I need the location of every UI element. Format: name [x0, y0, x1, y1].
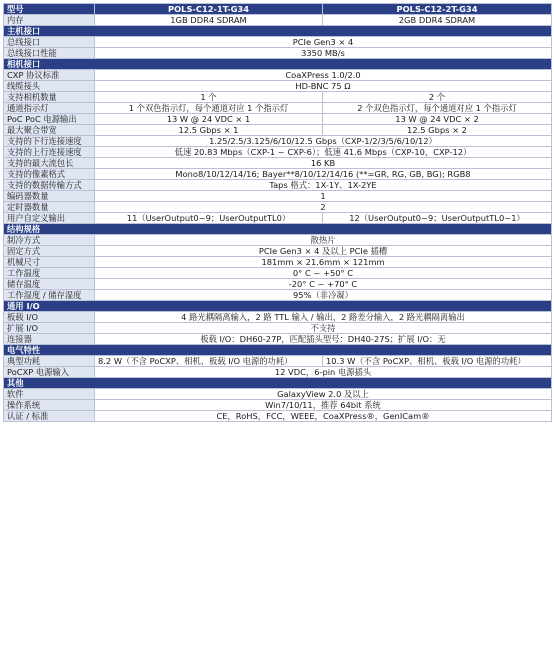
spec-label: 支持相机数量 [4, 92, 95, 103]
spec-label: 典型功耗 [4, 356, 95, 367]
spec-table [3, 3, 552, 422]
spec-value-model-2: 2 个 [323, 92, 552, 103]
spec-row [4, 411, 552, 422]
spec-label: 工作湿度 / 储存湿度 [4, 290, 95, 301]
spec-row [4, 180, 552, 191]
model-header-row [4, 4, 552, 15]
spec-value-model-1: 13 W @ 24 VDC × 1 [95, 114, 323, 125]
spec-value: 低速 20.83 Mbps（CXP-1 ~ CXP-6）；低速 41.6 Mbps（CXP-10，CXP-12） [95, 147, 552, 158]
spec-value: Win7/10/11，推荐 64bit 系统 [95, 400, 552, 411]
spec-row [4, 92, 552, 103]
spec-value: -20° C ~ +70° C [95, 279, 552, 290]
spec-label: 总线接口 [4, 37, 95, 48]
spec-label: 板载 I/O [4, 312, 95, 323]
section-title: 主机接口 [4, 26, 552, 37]
spec-row [4, 202, 552, 213]
spec-row [4, 356, 552, 367]
spec-row [4, 312, 552, 323]
spec-label: 内存 [4, 15, 95, 26]
spec-label: 最大聚合带宽 [4, 125, 95, 136]
spec-label: 连接器 [4, 334, 95, 345]
spec-value-model-2: 13 W @ 24 VDC × 2 [323, 114, 552, 125]
section-title: 结构规格 [4, 224, 552, 235]
spec-row [4, 235, 552, 246]
section-header-row [4, 301, 552, 312]
spec-label: 用户自定义输出 [4, 213, 95, 224]
spec-value: 16 KB [95, 158, 552, 169]
spec-label: 储存温度 [4, 279, 95, 290]
section-header-row [4, 224, 552, 235]
spec-row [4, 158, 552, 169]
spec-row [4, 279, 552, 290]
model-header-label: 型号 [4, 4, 95, 15]
spec-value: PCIe Gen3 × 4 [95, 37, 552, 48]
spec-value-model-2: 2GB DDR4 SDRAM [323, 15, 552, 26]
spec-label: 工作温度 [4, 268, 95, 279]
spec-label: 制冷方式 [4, 235, 95, 246]
spec-row [4, 191, 552, 202]
spec-row [4, 290, 552, 301]
spec-value: 4 路光耦隔离输入，2 路 TTL 输入 / 输出，2 路差分输入，2 路光耦隔离输出 [95, 312, 552, 323]
spec-row [4, 169, 552, 180]
spec-row [4, 367, 552, 378]
spec-label: 定时器数量 [4, 202, 95, 213]
spec-row [4, 81, 552, 92]
spec-value: 不支持 [95, 323, 552, 334]
section-header-row [4, 59, 552, 70]
spec-value: 散热片 [95, 235, 552, 246]
spec-label: 支持的数据传输方式 [4, 180, 95, 191]
spec-value: GalaxyView 2.0 及以上 [95, 389, 552, 400]
spec-label: 软件 [4, 389, 95, 400]
spec-row [4, 400, 552, 411]
spec-value-model-2: 12.5 Gbps × 2 [323, 125, 552, 136]
spec-label: 编码器数量 [4, 191, 95, 202]
spec-label: PoCXP 电源输入 [4, 367, 95, 378]
model-name-1: POLS-C12-1T-G34 [95, 4, 323, 15]
spec-value: 181mm × 21.6mm × 121mm [95, 257, 552, 268]
spec-row [4, 257, 552, 268]
spec-value: 2 [95, 202, 552, 213]
spec-row [4, 213, 552, 224]
spec-value: Mono8/10/12/14/16; Bayer**8/10/12/14/16 (**=GR, RG, GB, BG); RGB8 [95, 169, 552, 180]
spec-row [4, 103, 552, 114]
spec-label: 通道指示灯 [4, 103, 95, 114]
spec-label: 支持的上行连接速度 [4, 147, 95, 158]
spec-label: PoC PoC 电源输出 [4, 114, 95, 125]
spec-label: 线缆接头 [4, 81, 95, 92]
section-header-row [4, 26, 552, 37]
spec-value: Taps 格式：1X-1Y、1X-2YE [95, 180, 552, 191]
spec-row [4, 147, 552, 158]
spec-value-model-2: 2 个双色指示灯，每个通道对应 1 个指示灯 [323, 103, 552, 114]
spec-value: HD-BNC 75 Ω [95, 81, 552, 92]
spec-value-model-1: 8.2 W（不含 PoCXP、相机、板载 I/O 电源的功耗） [95, 356, 323, 367]
spec-label: 操作系统 [4, 400, 95, 411]
spec-label: 扩展 I/O [4, 323, 95, 334]
spec-label: 固定方式 [4, 246, 95, 257]
model-name-2: POLS-C12-2T-G34 [323, 4, 552, 15]
section-title: 通用 I/O [4, 301, 552, 312]
section-title: 相机接口 [4, 59, 552, 70]
spec-value: CE，RoHS，FCC，WEEE，CoaXPress®，GenICam® [95, 411, 552, 422]
spec-value: 3350 MB/s [95, 48, 552, 59]
spec-value-model-1: 1 个 [95, 92, 323, 103]
spec-row [4, 37, 552, 48]
spec-row [4, 48, 552, 59]
section-header-row [4, 345, 552, 356]
spec-value: CoaXPress 1.0/2.0 [95, 70, 552, 81]
spec-value-model-1: 1GB DDR4 SDRAM [95, 15, 323, 26]
spec-value: PCIe Gen3 × 4 及以上 PCIe 插槽 [95, 246, 552, 257]
spec-label: 总线接口性能 [4, 48, 95, 59]
spec-value-model-1: 1 个双色指示灯，每个通道对应 1 个指示灯 [95, 103, 323, 114]
spec-value-model-2: 10.3 W（不含 PoCXP、相机、板载 I/O 电源的功耗） [323, 356, 552, 367]
spec-row [4, 136, 552, 147]
spec-value: 板载 I/O：DH60-27P，匹配插头型号：DH40-27S；扩展 I/O：无 [95, 334, 552, 345]
spec-label: 支持的最大流包长 [4, 158, 95, 169]
spec-label: 机械尺寸 [4, 257, 95, 268]
spec-label: CXP 协议标准 [4, 70, 95, 81]
spec-row [4, 114, 552, 125]
section-header-row [4, 378, 552, 389]
spec-row [4, 268, 552, 279]
spec-label: 支持的下行连接速度 [4, 136, 95, 147]
spec-value: 1.25/2.5/3.125/6/10/12.5 Gbps（CXP-1/2/3/5/6/10/12） [95, 136, 552, 147]
spec-value: 95%（非冷凝） [95, 290, 552, 301]
section-title: 电气特性 [4, 345, 552, 356]
spec-value-model-1: 11（UserOutput0~9；UserOutputTL0） [95, 213, 323, 224]
spec-row [4, 15, 552, 26]
spec-row [4, 389, 552, 400]
spec-row [4, 246, 552, 257]
spec-table-body [4, 4, 552, 422]
spec-row [4, 323, 552, 334]
spec-value: 0° C ~ +50° C [95, 268, 552, 279]
spec-label: 支持的像素格式 [4, 169, 95, 180]
spec-row [4, 125, 552, 136]
spec-value: 12 VDC，6-pin 电源插头 [95, 367, 552, 378]
spec-row [4, 334, 552, 345]
spec-label: 认证 / 标准 [4, 411, 95, 422]
spec-value: 1 [95, 191, 552, 202]
spec-value-model-1: 12.5 Gbps × 1 [95, 125, 323, 136]
spec-row [4, 70, 552, 81]
spec-value-model-2: 12（UserOutput0~9；UserOutputTL0~1） [323, 213, 552, 224]
section-title: 其他 [4, 378, 552, 389]
